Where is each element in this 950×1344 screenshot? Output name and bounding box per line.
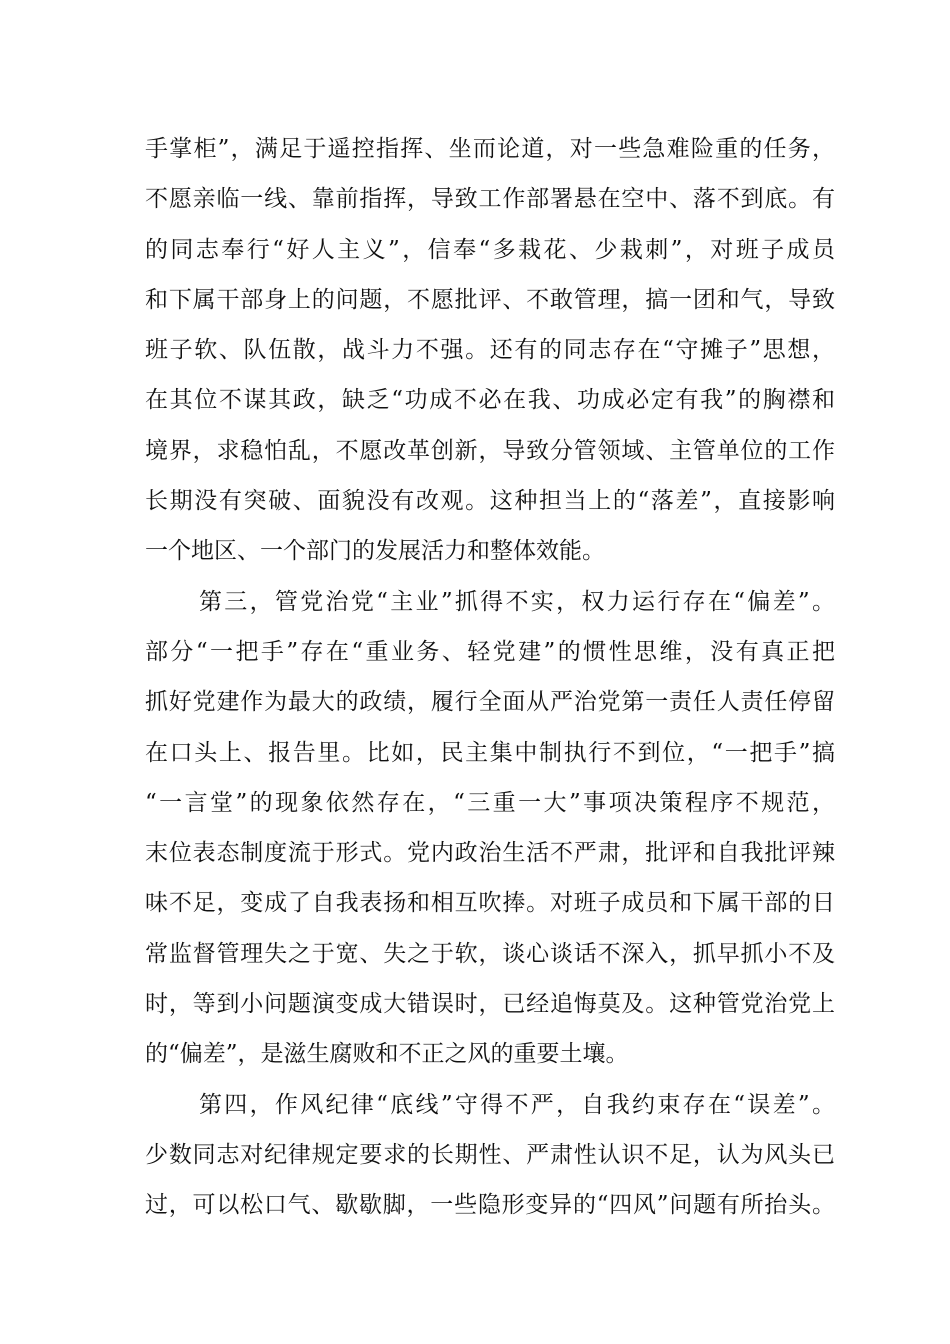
text-line: 不愿亲临一线、靠前指挥，导致工作部署悬在空中、落不到底。有 [145, 186, 835, 213]
text-line: 一个地区、一个部门的发展活力和整体效能。 [145, 538, 605, 565]
text-line: 抓好党建作为最大的政绩，履行全面从严治党第一责任人责任停留 [145, 689, 835, 716]
text-line: 过，可以松口气、歇歇脚，一些隐形变异的“四风”问题有所抬头。 [145, 1192, 835, 1219]
text-line: “一言堂”的现象依然存在，“三重一大”事项决策程序不规范， [145, 789, 835, 816]
text-line: 的同志奉行“好人主义”，信奉“多栽花、少栽刺”，对班子成员 [145, 236, 835, 263]
text-line: 末位表态制度流于形式。党内政治生活不严肃，批评和自我批评辣 [145, 840, 835, 867]
paragraph-heading-4: 第四，作风纪律“底线”守得不严，自我约束存在“误差”。 [199, 1091, 835, 1118]
text-line: 在其位不谋其政，缺乏“功成不必在我、功成必定有我”的胸襟和 [145, 387, 835, 414]
text-line: 手掌柜”，满足于遥控指挥、坐而论道，对一些急难险重的任务， [145, 136, 835, 162]
paragraph-heading-3: 第三，管党治党“主业”抓得不实，权力运行存在“偏差”。 [199, 588, 835, 615]
body-text [145, 124, 835, 1231]
text-line: 时，等到小问题演变成大错误时，已经追悔莫及。这种管党治党上 [145, 991, 835, 1018]
text-line: 常监督管理失之于宽、失之于软，谈心谈话不深入，抓早抓小不及 [145, 940, 835, 967]
text-line: 少数同志对纪律规定要求的长期性、严肃性认识不足，认为风头已 [145, 1141, 835, 1168]
text-line: 的“偏差”，是滋生腐败和不正之风的重要土壤。 [145, 1041, 629, 1068]
text-line: 班子软、队伍散，战斗力不强。还有的同志存在“守摊子”思想， [145, 337, 835, 364]
text-line: 境界，求稳怕乱，不愿改革创新，导致分管领域、主管单位的工作 [145, 437, 835, 464]
text-line: 和下属干部身上的问题，不愿批评、不敢管理，搞一团和气，导致 [145, 286, 835, 313]
text-line: 长期没有突破、面貌没有改观。这种担当上的“落差”，直接影响 [145, 488, 835, 515]
text-line: 味不足，变成了自我表扬和相互吹捧。对班子成员和下属干部的日 [145, 890, 835, 917]
text-line: 部分“一把手”存在“重业务、轻党建”的惯性思维，没有真正把 [145, 638, 835, 665]
text-line: 在口头上、报告里。比如，民主集中制执行不到位，“一把手”搞 [145, 739, 835, 766]
